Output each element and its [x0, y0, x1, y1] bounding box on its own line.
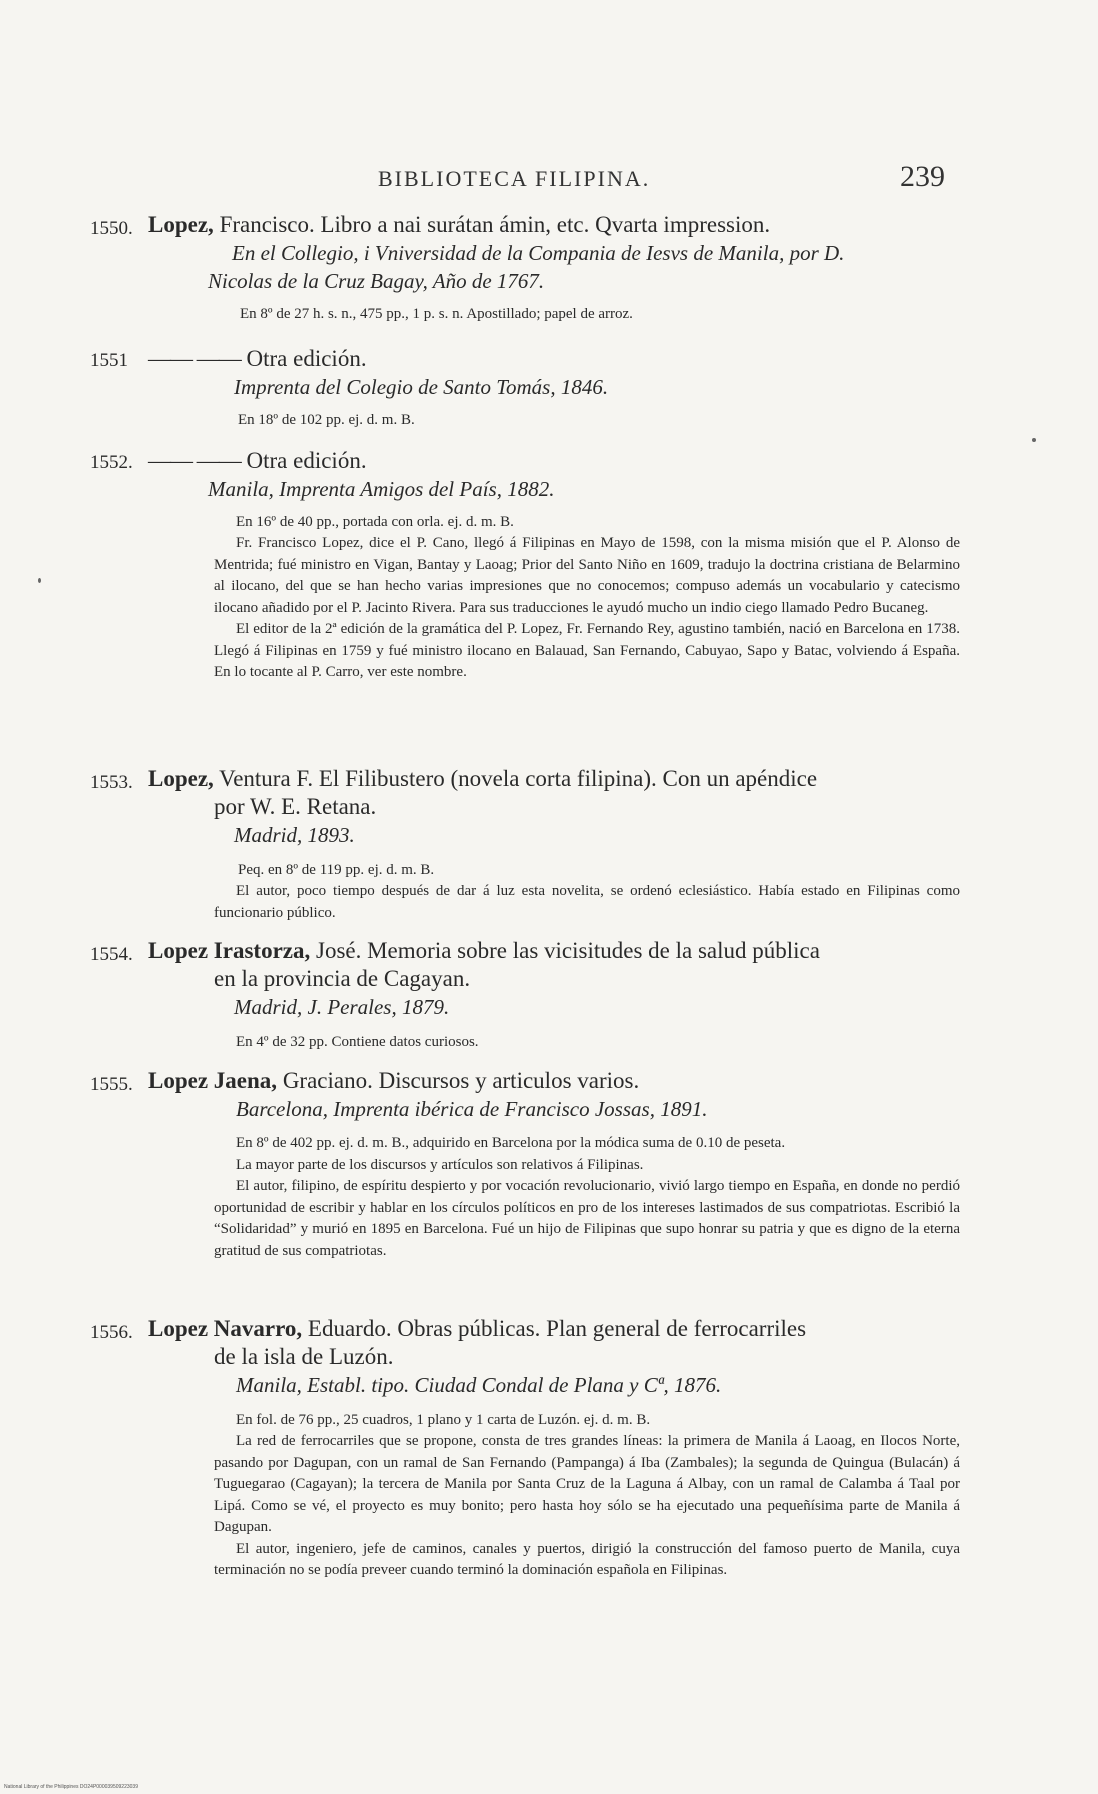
entry-dashes: —— ——	[148, 448, 241, 473]
entry-imprint: Manila, Establ. tipo. Ciudad Condal de Plana y Cª, 1876.	[236, 1373, 722, 1397]
entry-note: Fr. Francisco Lopez, dice el P. Cano, llegó á Filipinas en Mayo de 1598, con la misma misión que el P. Alonso de Mentrida; fué ministro en Vigan, Bantay y Laoag; Prior del Santo Niño en 1609, tradujo la doctrina cristiana de Belarmino al ilocano, del que se han hecho varias impresiones que no conocemos; compuso además un vocabulario y catecismo ilocano añadido por el P. Jacinto Rivera. Para sus traducciones le ayudó mucho un indio ciego llamado Pedro Bucaneg.	[214, 535, 960, 616]
entry-title: Otra edición.	[240, 346, 367, 371]
entry-physical: En 18º de 102 pp. ej. d. m. B.	[238, 412, 415, 428]
entry-author: Lopez Jaena,	[148, 1068, 278, 1093]
entry-imprint: Nicolas de la Cruz Bagay, Año de 1767.	[208, 269, 545, 293]
entry-title-line	[148, 210, 960, 239]
entry-imprint: Manila, Imprenta Amigos del País, 1882.	[208, 477, 555, 501]
entry-title-line	[148, 1314, 960, 1343]
entry-imprint: Barcelona, Imprenta ibérica de Francisco Jossas, 1891.	[236, 1097, 708, 1121]
entry-author: Lopez Irastorza,	[148, 938, 311, 963]
entry-note: El editor de la 2ª edición de la gramática del P. Lopez, Fr. Fernando Rey, agustino también, nació en Barcelona en 1738. Llegó á Filipinas en 1759 y fué ministro ilocano en Balauad, San Fernando, Cabuyao, Sapo y Batac, volviendo á España. En lo tocante al P. Carro, ver este nombre.	[214, 621, 960, 680]
entry-note: La red de ferrocarriles que se propone, consta de tres grandes líneas: la primera de Manila á Laoag, en Ilocos Norte, pasando por Dagupan, con un ramal de San Fernando (Pampanga) á Iba (Zambales); la segunda de Quingua (Bulacán) á Tuguegarao (Cagayan); la tercera de Manila por Santa Cruz de la Laguna á Albay, con un ramal de Calamba á Taal por Lipá. Como se vé, el proyecto es muy bonito; pero hasta hoy sólo se ha ejecutado una pequeñísima parte de Manila á Dagupan.	[214, 1433, 960, 1535]
entry-1555	[90, 1066, 960, 1262]
entry-number: 1554.	[90, 944, 133, 965]
entry-note: El autor, poco tiempo después de dar á luz esta novelita, se ordenó eclesiástico. Había estado en Filipinas como funcionario público.	[214, 883, 960, 921]
entry-author: Lopez,	[148, 766, 214, 791]
entry-title: Eduardo. Obras públicas. Plan general de ferrocarriles	[302, 1316, 807, 1341]
entry-physical: En 16º de 40 pp., portada con orla. ej. d. m. B.	[236, 514, 514, 530]
page-header	[0, 160, 1098, 200]
entry-number: 1553.	[90, 772, 133, 793]
entry-title-line	[148, 344, 960, 373]
entry-physical: En 8º de 27 h. s. n., 475 pp., 1 p. s. n. Apostillado; papel de arroz.	[240, 306, 633, 322]
entry-title: Graciano. Discursos y articulos varios.	[277, 1068, 640, 1093]
print-speck	[38, 578, 41, 583]
entry-number: 1551	[90, 350, 128, 371]
entry-title-line	[148, 936, 960, 965]
entry-note: El autor, filipino, de espíritu despierto y por vocación revolucionario, vivió largo tiempo en España, en donde no perdió oportunidad de escribir y hablar en los círculos políticos en pro de los intereses lastimados de sus compatriotas. Escribió la “Solidaridad” y murió en 1895 en Barcelona. Fué un hijo de Filipinas que supo honrar su patria y que es digno de la eterna gratitud de sus compatriotas.	[214, 1178, 960, 1259]
entry-physical: En fol. de 76 pp., 25 cuadros, 1 plano y 1 carta de Luzón. ej. d. m. B.	[236, 1412, 651, 1428]
entry-title-line	[148, 1066, 960, 1095]
entry-imprint: Madrid, 1893.	[234, 823, 355, 847]
entry-title-continued: por W. E. Retana.	[214, 794, 377, 819]
entry-author: Lopez,	[148, 212, 214, 237]
entry-1553	[90, 764, 960, 924]
entry-title-line	[148, 446, 960, 475]
page-number: 239	[900, 160, 945, 193]
entry-1552	[90, 446, 960, 684]
entry-title: José. Memoria sobre las vicisitudes de la salud pública	[310, 938, 820, 963]
entry-note: La mayor parte de los discursos y artículos son relativos á Filipinas.	[236, 1156, 644, 1173]
entry-dashes: —— ——	[148, 346, 241, 371]
entry-1556	[90, 1314, 960, 1582]
entry-physical: Peq. en 8º de 119 pp. ej. d. m. B.	[238, 862, 435, 878]
entry-imprint: Madrid, J. Perales, 1879.	[234, 995, 450, 1019]
entry-physical: En 4º de 32 pp. Contiene datos curiosos.	[236, 1034, 479, 1050]
entry-1550	[90, 210, 960, 325]
entry-title-continued: de la isla de Luzón.	[214, 1344, 394, 1369]
entry-title-line	[148, 764, 960, 793]
entry-number: 1552.	[90, 452, 133, 473]
entry-1554	[90, 936, 960, 1053]
entry-title-continued: en la provincia de Cagayan.	[214, 966, 471, 991]
entry-note: El autor, ingeniero, jefe de caminos, canales y puertos, dirigió la construcción del famoso puerto de Manila, cuya terminación no se podía preveer cuando terminó la dominación española en Filipinas.	[214, 1540, 960, 1578]
entry-title: Otra edición.	[240, 448, 367, 473]
entry-title: Francisco. Libro a nai surátan ámin, etc. Qvarta impression.	[213, 212, 771, 237]
entry-author: Lopez Navarro,	[148, 1316, 303, 1341]
entry-imprint: En el Collegio, i Vniversidad de la Compania de Iesvs de Manila, por D.	[232, 241, 845, 265]
entry-title: Ventura F. El Filibustero (novela corta filipina). Con un apéndice	[213, 766, 818, 791]
entry-number: 1550.	[90, 218, 133, 239]
entry-imprint: Imprenta del Colegio de Santo Tomás, 1846.	[234, 375, 609, 399]
entry-number: 1555.	[90, 1074, 133, 1095]
entry-physical: En 8º de 402 pp. ej. d. m. B., adquirido en Barcelona por la módica suma de 0.10 de peseta.	[236, 1135, 786, 1151]
running-title: BIBLIOTECA FILIPINA.	[378, 166, 651, 191]
entry-number: 1556.	[90, 1322, 133, 1343]
entry-1551	[90, 344, 960, 431]
scan-footer: National Library of the Philippines DO24P000039509223039	[4, 1784, 138, 1790]
print-speck	[1032, 438, 1036, 442]
